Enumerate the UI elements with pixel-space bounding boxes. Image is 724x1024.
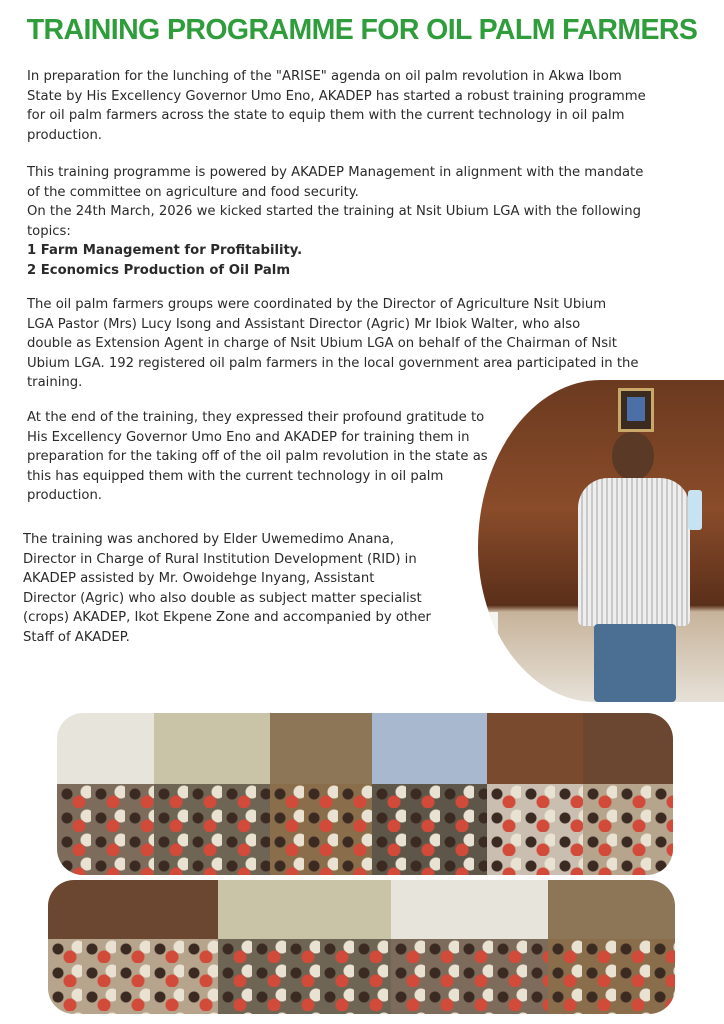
collage-photo bbox=[154, 713, 270, 875]
speaker-head bbox=[612, 432, 654, 480]
text-line: His Excellency Governor Umo Eno and AKADEP for training them in bbox=[27, 429, 470, 445]
topic-item: 1 Farm Management for Profitability. bbox=[27, 243, 303, 258]
text-line: In preparation for the lunching of the "ARISE" agenda on oil palm revolution in Akwa Ibom bbox=[27, 69, 622, 84]
collage-photo bbox=[583, 713, 673, 875]
text-line: (crops) AKADEP, Ikot Ekpene Zone and accompanied by other bbox=[23, 610, 431, 625]
collage-photo bbox=[391, 880, 548, 1014]
text-line: Director (Agric) who also double as subject matter specialist bbox=[23, 590, 422, 606]
text-line: Director in Charge of Rural Institution Development (RID) in bbox=[23, 551, 417, 567]
text-line: The training was anchored by Elder Uwemedimo Anana, bbox=[23, 532, 395, 547]
text-line: preparation for the taking off of the oil palm revolution in the state as bbox=[27, 449, 488, 464]
collage-photo bbox=[218, 880, 391, 1014]
coordination-paragraph bbox=[27, 295, 699, 393]
text-line: This training programme is powered by AKADEP Management in alignment with the mandate bbox=[27, 165, 644, 180]
intro-paragraph bbox=[27, 67, 699, 145]
text-line: AKADEP assisted by Mr. Owoidehge Inyang, Assistant bbox=[23, 571, 375, 586]
gratitude-paragraph bbox=[27, 408, 540, 506]
text-line: LGA Pastor (Mrs) Lucy Isong and Assistant Director (Agric) Mr Ibiok Walter, who also bbox=[27, 316, 581, 332]
collage-photo bbox=[548, 880, 675, 1014]
photo-collage-top bbox=[57, 713, 673, 875]
collage-photo bbox=[57, 713, 154, 875]
text-line: State by His Excellency Governor Umo Eno, AKADEP has started a robust training programme bbox=[27, 88, 646, 104]
text-line: topics: bbox=[27, 223, 71, 239]
text-line: of the committee on agriculture and food security. bbox=[27, 184, 359, 200]
text-line: production. bbox=[27, 488, 103, 503]
text-line: production. bbox=[27, 127, 103, 143]
text-line: double as Extension Agent in charge of Nsit Ubium LGA on behalf of the Chairman of Nsit bbox=[27, 336, 617, 351]
collage-photo bbox=[487, 713, 583, 875]
topic-item: 2 Economics Production of Oil Palm bbox=[27, 262, 291, 278]
speaker-trousers bbox=[594, 624, 676, 702]
text-line: Ubium LGA. 192 registered oil palm farmers in the local government area participated in the bbox=[27, 355, 639, 371]
portrait-frame bbox=[618, 388, 654, 432]
collage-photo bbox=[48, 880, 218, 1014]
water-bottle bbox=[688, 490, 702, 530]
podium bbox=[478, 612, 498, 702]
text-line: Staff of AKADEP. bbox=[23, 629, 130, 645]
text-line: At the end of the training, they expressed their profound gratitude to bbox=[27, 410, 485, 425]
text-line: training. bbox=[27, 375, 83, 390]
collage-photo bbox=[270, 713, 372, 875]
photo-collage-bottom bbox=[48, 880, 675, 1014]
speaker-photo bbox=[478, 380, 724, 702]
text-line: The oil palm farmers groups were coordinated by the Director of Agriculture Nsit Ubium bbox=[27, 297, 607, 312]
speaker-shirt bbox=[578, 478, 690, 626]
text-line: this has equipped them with the current technology in oil palm bbox=[27, 468, 444, 484]
page-title: TRAINING PROGRAMME FOR OIL PALM FARMERS bbox=[26, 14, 698, 46]
collage-photo bbox=[372, 713, 487, 875]
anchor-paragraph bbox=[23, 530, 468, 647]
text-line: On the 24th March, 2026 we kicked started the training at Nsit Ubium LGA with the following bbox=[27, 204, 641, 219]
programme-paragraph bbox=[27, 163, 699, 280]
text-line: for oil palm farmers across the state to equip them with the current technology in oil palm bbox=[27, 108, 625, 123]
